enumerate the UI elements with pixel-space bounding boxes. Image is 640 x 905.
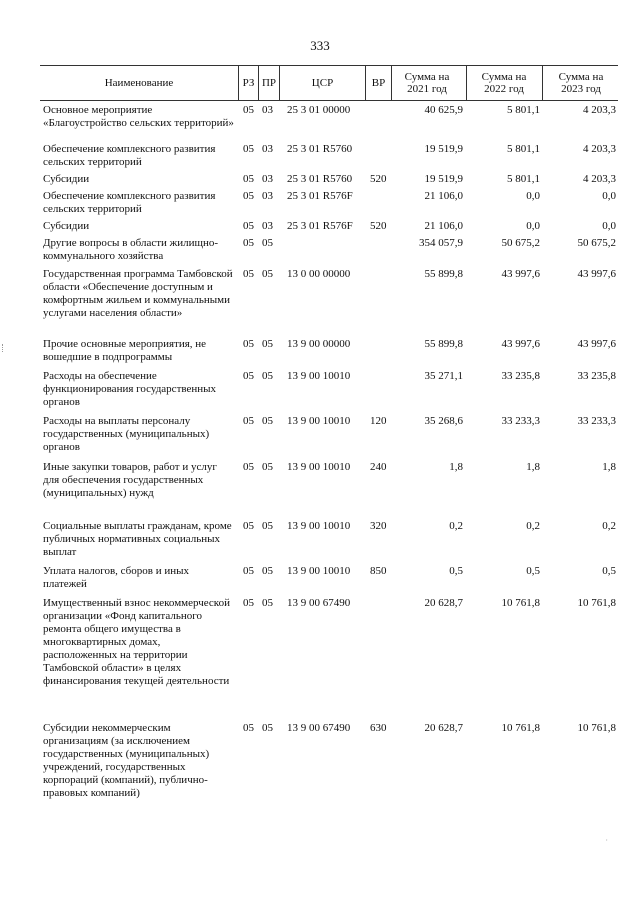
row-sum-2023: 10 761,8	[577, 597, 616, 609]
row-csr: 25 3 01 R576F	[287, 220, 353, 232]
row-vr: 240	[370, 461, 387, 473]
row-rz: 05	[243, 722, 254, 734]
table-row	[40, 220, 618, 237]
row-name: Субсидии	[43, 220, 90, 232]
row-sum-2023: 43 997,6	[577, 338, 616, 350]
table-header	[40, 65, 618, 101]
row-sum-2023: 10 761,8	[577, 722, 616, 734]
row-csr: 25 3 01 00000	[287, 104, 351, 116]
table-row	[40, 565, 618, 597]
row-rz: 05	[243, 338, 254, 350]
row-csr: 13 9 00 67490	[287, 597, 351, 609]
row-pr: 05	[262, 268, 273, 280]
row-name: Основное мероприятие «Благоустройство сельских территорий»	[43, 104, 234, 129]
row-sum-2023: 0,0	[602, 190, 616, 202]
row-sum-2021: 40 625,9	[424, 104, 463, 116]
row-sum-2022: 0,0	[526, 220, 540, 232]
table-row	[40, 173, 618, 190]
row-vr: 120	[370, 415, 387, 427]
row-sum-2022: 5 801,1	[507, 173, 540, 185]
row-sum-2022: 5 801,1	[507, 104, 540, 116]
page-number: 333	[310, 38, 330, 53]
row-name: Иные закупки товаров, работ и услуг для обеспечения государственных (муниципальных) нужд	[43, 461, 217, 499]
row-vr: 320	[370, 520, 387, 532]
table-row	[40, 415, 618, 461]
row-name: Субсидии некоммерческим организациям (за исключением государственных (муниципальных) учреждений, государственных корпораций (компаний), публично-правовых компаний)	[43, 722, 210, 799]
row-sum-2023: 0,5	[602, 565, 616, 577]
row-name: Обеспечение комплексного развития сельских территорий	[43, 190, 216, 215]
table-row	[40, 143, 618, 173]
row-sum-2022: 43 997,6	[501, 338, 540, 350]
row-sum-2023: 33 233,3	[577, 415, 616, 427]
row-name: Обеспечение комплексного развития сельских территорий	[43, 143, 216, 168]
row-name: Субсидии	[43, 173, 90, 185]
row-sum-2023: 33 235,8	[577, 370, 616, 382]
row-csr: 13 9 00 67490	[287, 722, 351, 734]
header-sum-2022: Сумма на 2022 год	[481, 71, 527, 95]
row-name: Прочие основные мероприятия, не вошедшие в подпрограммы	[43, 338, 207, 363]
row-sum-2022: 50 675,2	[501, 237, 540, 249]
row-sum-2022: 0,5	[526, 565, 540, 577]
row-rz: 05	[243, 520, 254, 532]
table-row	[40, 338, 618, 370]
row-pr: 03	[262, 173, 273, 185]
margin-scan-mark	[2, 344, 5, 352]
header-sum-2023: Сумма на 2023 год	[558, 71, 604, 95]
row-rz: 05	[243, 415, 254, 427]
row-pr: 03	[262, 190, 273, 202]
row-rz: 05	[243, 190, 254, 202]
row-csr: 13 9 00 10010	[287, 370, 351, 382]
row-sum-2021: 55 899,8	[424, 338, 463, 350]
header-sum-2021: Сумма на 2021 год	[404, 71, 450, 95]
row-sum-2021: 354 057,9	[419, 237, 463, 249]
row-name: Другие вопросы в области жилищно-коммунального хозяйства	[43, 237, 219, 262]
row-sum-2023: 4 203,3	[583, 173, 616, 185]
row-rz: 05	[243, 461, 254, 473]
table-row	[40, 268, 618, 338]
header-name: Наименование	[104, 77, 174, 89]
row-sum-2023: 0,0	[602, 220, 616, 232]
row-sum-2023: 4 203,3	[583, 104, 616, 116]
row-sum-2021: 35 268,6	[424, 415, 463, 427]
row-csr: 13 9 00 10010	[287, 520, 351, 532]
row-sum-2021: 20 628,7	[424, 597, 463, 609]
row-sum-2021: 35 271,1	[424, 370, 463, 382]
row-pr: 05	[262, 415, 273, 427]
row-sum-2023: 1,8	[602, 461, 616, 473]
header-vr: ВР	[371, 77, 386, 89]
row-pr: 05	[262, 722, 273, 734]
row-sum-2023: 4 203,3	[583, 143, 616, 155]
row-sum-2022: 10 761,8	[501, 597, 540, 609]
row-sum-2022: 0,0	[526, 190, 540, 202]
row-vr: 630	[370, 722, 387, 734]
row-sum-2021: 0,2	[449, 520, 463, 532]
row-csr: 13 9 00 00000	[287, 338, 351, 350]
row-sum-2023: 43 997,6	[577, 268, 616, 280]
row-pr: 05	[262, 520, 273, 532]
table-body	[40, 104, 618, 812]
row-name: Расходы на обеспечение функционирования государственных органов	[43, 370, 217, 408]
row-rz: 05	[243, 268, 254, 280]
row-sum-2021: 1,8	[449, 461, 463, 473]
row-csr: 13 9 00 10010	[287, 415, 351, 427]
row-sum-2023: 50 675,2	[577, 237, 616, 249]
table-row	[40, 104, 618, 143]
row-pr: 03	[262, 143, 273, 155]
row-csr: 13 0 00 00000	[287, 268, 351, 280]
table-row	[40, 190, 618, 220]
row-pr: 05	[262, 237, 273, 249]
row-sum-2021: 21 106,0	[424, 190, 463, 202]
table-row	[40, 722, 618, 812]
row-sum-2022: 33 233,3	[501, 415, 540, 427]
header-csr: ЦСР	[311, 77, 334, 89]
scan-dot: ·	[605, 836, 608, 845]
row-sum-2021: 20 628,7	[424, 722, 463, 734]
row-sum-2022: 10 761,8	[501, 722, 540, 734]
row-name: Государственная программа Тамбовской области «Обеспечение доступным и комфортным жильем и коммунальными услугами населения области»	[43, 268, 233, 319]
row-sum-2022: 33 235,8	[501, 370, 540, 382]
row-sum-2022: 0,2	[526, 520, 540, 532]
row-csr: 13 9 00 10010	[287, 565, 351, 577]
row-name: Социальные выплаты гражданам, кроме публичных нормативных социальных выплат	[43, 520, 232, 558]
row-rz: 05	[243, 104, 254, 116]
row-csr: 25 3 01 R5760	[287, 143, 353, 155]
row-rz: 05	[243, 143, 254, 155]
row-rz: 05	[243, 220, 254, 232]
row-sum-2022: 43 997,6	[501, 268, 540, 280]
row-rz: 05	[243, 565, 254, 577]
table-row	[40, 520, 618, 565]
row-csr: 25 3 01 R576F	[287, 190, 353, 202]
row-name: Имущественный взнос некоммерческой организации «Фонд капитального ремонта общего имущества в многоквартирных домах, расположенных на территории Тамбовской области» в целях финансирования текущей деятельности	[43, 597, 230, 687]
row-rz: 05	[243, 173, 254, 185]
row-vr: 520	[370, 173, 387, 185]
table-row	[40, 237, 618, 268]
row-sum-2021: 19 519,9	[424, 173, 463, 185]
header-rz: РЗ	[242, 77, 255, 89]
row-rz: 05	[243, 237, 254, 249]
row-pr: 03	[262, 104, 273, 116]
table-row	[40, 461, 618, 520]
row-vr: 850	[370, 565, 387, 577]
header-pr: ПР	[261, 77, 277, 89]
row-name: Уплата налогов, сборов и иных платежей	[43, 565, 190, 590]
row-sum-2021: 19 519,9	[424, 143, 463, 155]
row-sum-2021: 21 106,0	[424, 220, 463, 232]
row-pr: 05	[262, 597, 273, 609]
row-rz: 05	[243, 597, 254, 609]
row-sum-2021: 55 899,8	[424, 268, 463, 280]
row-pr: 05	[262, 338, 273, 350]
row-pr: 05	[262, 565, 273, 577]
table-row	[40, 597, 618, 722]
row-sum-2022: 1,8	[526, 461, 540, 473]
row-sum-2023: 0,2	[602, 520, 616, 532]
row-csr: 13 9 00 10010	[287, 461, 351, 473]
table-row	[40, 370, 618, 415]
row-name: Расходы на выплаты персоналу государственных (муниципальных) органов	[43, 415, 210, 453]
row-pr: 05	[262, 461, 273, 473]
row-vr: 520	[370, 220, 387, 232]
row-csr: 25 3 01 R5760	[287, 173, 353, 185]
row-pr: 05	[262, 370, 273, 382]
row-sum-2022: 5 801,1	[507, 143, 540, 155]
row-rz: 05	[243, 370, 254, 382]
row-pr: 03	[262, 220, 273, 232]
row-sum-2021: 0,5	[449, 565, 463, 577]
